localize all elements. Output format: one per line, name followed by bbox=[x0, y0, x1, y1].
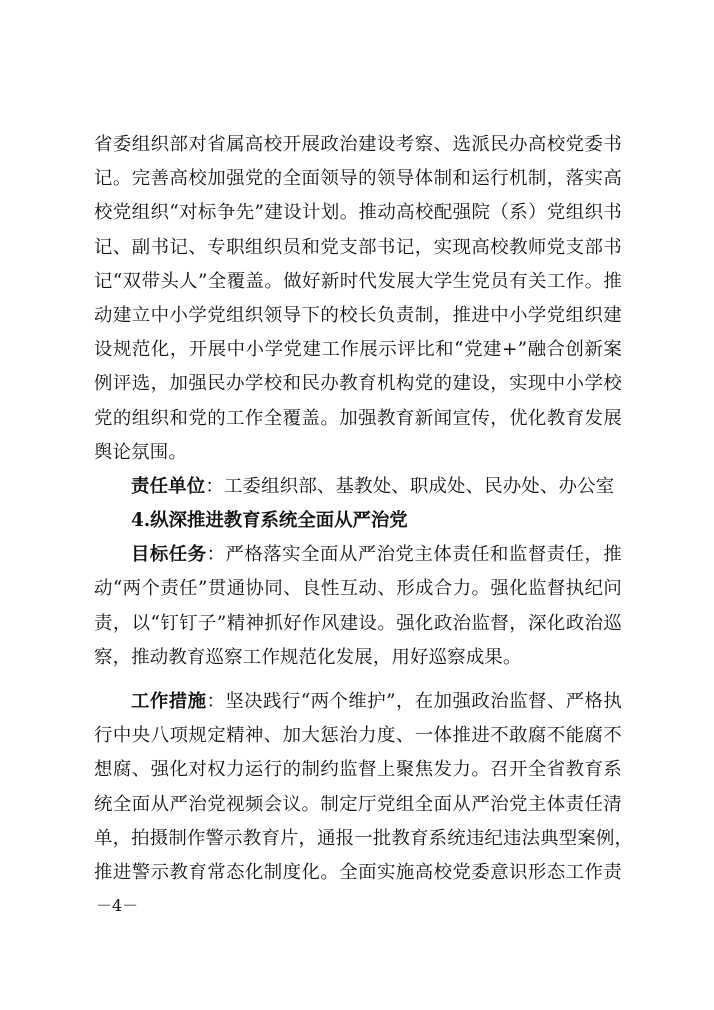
target-label: 目标任务 bbox=[131, 544, 207, 566]
text-line: 舆论氛围。 bbox=[94, 441, 187, 463]
text-line bbox=[94, 538, 622, 572]
text-line: 校党组织“对标争先”建设计划。推动高校配强院（系）党组织书 bbox=[94, 202, 622, 224]
text-line: 统全面从严治党视频会议。制定厅党组全面从严治党主体责任清 bbox=[94, 793, 622, 815]
paragraph-target bbox=[94, 538, 622, 675]
responsibility-label: 责任单位 bbox=[131, 475, 206, 497]
measures-first-line: ：坚决践行“两个维护”，在加强政治监督、严格执 bbox=[206, 691, 622, 712]
text-line: 例评选，加强民办学校和民办教育机构党的建设，实现中小学校 bbox=[94, 373, 622, 395]
text-line: 动建立中小学党组织领导下的校长负责制，推进中小学党组织建 bbox=[94, 304, 622, 326]
responsibility-line bbox=[94, 470, 622, 504]
text-line: 省委组织部对省属高校开展政治建设考察、选派民办高校党委书 bbox=[94, 134, 622, 155]
text-line: 记、副书记、专职组织员和党支部书记，实现高校教师党支部书 bbox=[94, 236, 622, 258]
text-line: 想腐、强化对权力运行的制约监督上聚焦发力。召开全省教育系 bbox=[94, 759, 622, 781]
section-heading: 4.纵深推进教育系统全面从严治党 bbox=[131, 510, 408, 532]
text-line: 推进警示教育常态化制度化。全面实施高校党委意识形态工作责 bbox=[94, 861, 622, 883]
text-line: 单，拍摄制作警示教育片，通报一批教育系统违纪违法典型案例， bbox=[94, 827, 634, 849]
text-line: 行中央八项规定精神、加大惩治力度、一体推进不敢腐不能腐不 bbox=[94, 725, 622, 747]
text-line: 察，推动教育巡察工作规范化发展，用好巡察成果。 bbox=[94, 646, 522, 668]
paragraph-measures bbox=[94, 685, 634, 890]
text-line: 动“两个责任”贯通协同、良性互动、形成合力。强化监督执纪问 bbox=[94, 578, 622, 600]
text-line: 设规范化，开展中小学党建工作展示评比和“党建+”融合创新案 bbox=[94, 339, 622, 361]
measures-label: 工作措施 bbox=[131, 691, 207, 712]
text-line: 党的组织和党的工作全覆盖。加强教育新闻宣传，优化教育发展 bbox=[94, 407, 622, 429]
paragraph-gap bbox=[94, 675, 622, 685]
paragraph-party-building bbox=[94, 128, 622, 470]
target-first-line: ：严格落实全面从严治党主体责任和监督责任，推 bbox=[206, 544, 622, 566]
text-line: 记。完善高校加强党的全面领导的领导体制和运行机制，落实高 bbox=[94, 168, 622, 190]
document-body bbox=[94, 128, 634, 890]
text-line: 责，以“钉钉子”精神抓好作风建设。强化政治监督，深化政治巡 bbox=[94, 612, 622, 634]
text-line bbox=[94, 685, 622, 719]
responsibility-text: ：工委组织部、基教处、职成处、民办处、办公室 bbox=[205, 475, 615, 497]
page-number: －4－ bbox=[96, 896, 139, 915]
text-line: 记“双带头人”全覆盖。做好新时代发展大学生党员有关工作。推 bbox=[94, 270, 622, 292]
